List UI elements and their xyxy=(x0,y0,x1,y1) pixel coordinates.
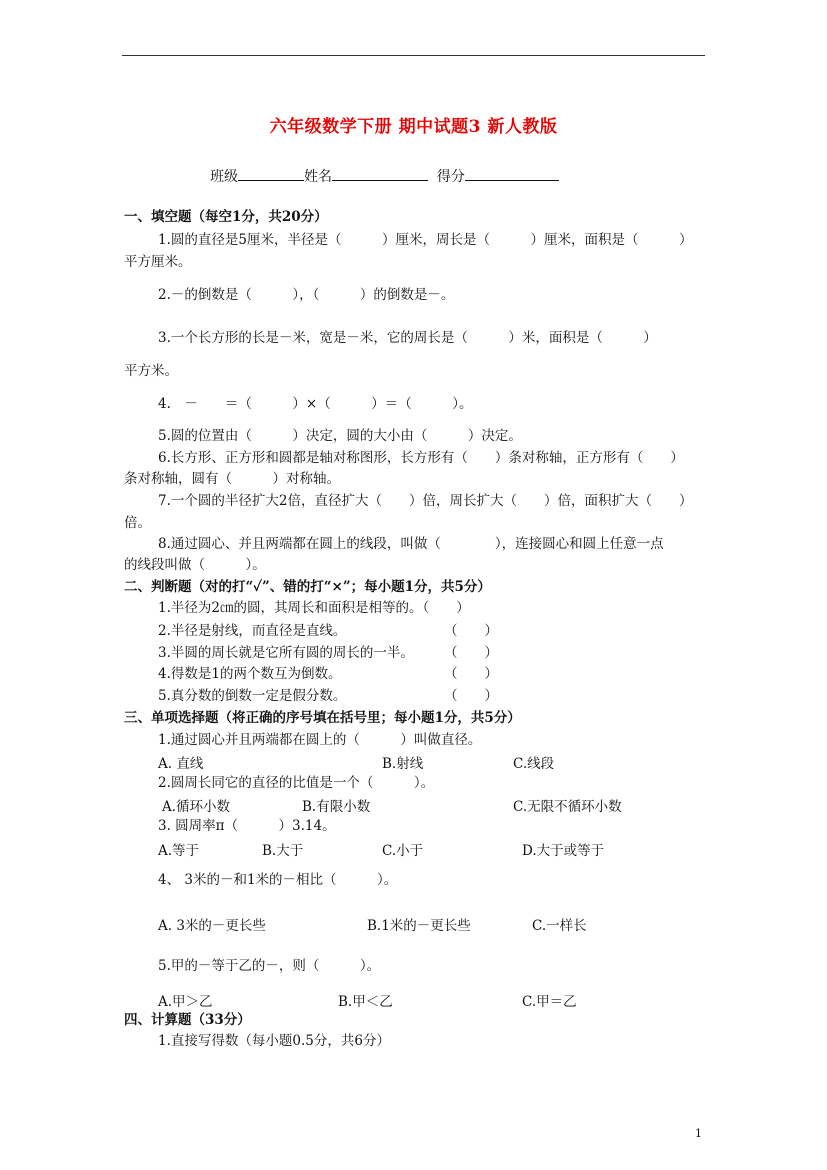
s2-question3: 3.半圆的周长就是它所有圆的周长的一半。 xyxy=(158,645,414,661)
s2-q4-bracket[interactable]: （ ） xyxy=(444,666,498,682)
section4-heading: 四、计算题（33分） xyxy=(124,1012,251,1028)
s1-question5: 5.圆的位置由（ ）决定，圆的大小由（ ）决定。 xyxy=(158,428,522,444)
s1-question1-line1: 1.圆的直径是5厘米，半径是（ ）厘米，周长是（ ）厘米，面积是（ ） xyxy=(158,232,693,248)
s3-q4-option-a[interactable]: A. 3米的－更长些 xyxy=(158,918,266,934)
s3-q3-option-d[interactable]: D.大于或等于 xyxy=(522,843,605,859)
s3-q2-option-c[interactable]: C.无限不循环小数 xyxy=(513,799,622,815)
s1-question3-line1: 3.一个长方形的长是－米，宽是－米，它的周长是（ ）米，面积是（ ） xyxy=(158,330,657,346)
section2-heading: 二、判断题（对的打“✓”、错的打“×”；每小题1分，共5分） xyxy=(124,579,491,595)
s2-q2-bracket[interactable]: （ ） xyxy=(444,623,498,639)
s3-q1-option-c[interactable]: C.线段 xyxy=(513,756,555,772)
section1-heading: 一、填空题（每空1分，共20分） xyxy=(124,209,328,225)
s2-q3-bracket[interactable]: （ ） xyxy=(444,645,498,661)
s3-q2-option-b[interactable]: B.有限小数 xyxy=(302,799,371,815)
s3-question4: 4、 3米的－和1米的－相比（ ）。 xyxy=(158,872,398,888)
s3-q3-option-b[interactable]: B.大于 xyxy=(262,843,304,859)
score-label: 得分 xyxy=(436,169,465,185)
s3-question3: 3. 圆周率π（ ）3.14。 xyxy=(158,818,336,834)
s1-question4: 4. － ＝（ ）×（ ）＝（ ）。 xyxy=(158,396,473,412)
s2-question4: 4.得数是1的两个数互为倒数。 xyxy=(158,666,342,682)
s1-question8-line2: 的线段叫做（ ）。 xyxy=(124,557,266,573)
section3-heading: 三、单项选择题（将正确的序号填在括号里；每小题1分，共5分） xyxy=(124,710,521,726)
class-blank[interactable] xyxy=(238,166,304,181)
score-blank[interactable] xyxy=(465,166,559,181)
s4-question1: 1.直接写得数（每小题0.5分，共6分） xyxy=(158,1033,390,1049)
s1-question1-line2: 平方厘米。 xyxy=(124,254,192,270)
s3-q5-option-c[interactable]: C.甲＝乙 xyxy=(522,994,577,1010)
s3-question5: 5.甲的－等于乙的－，则（ ）。 xyxy=(158,958,381,974)
class-label: 班级 xyxy=(210,169,238,185)
name-blank[interactable] xyxy=(332,166,428,181)
s3-q5-option-b[interactable]: B.甲＜乙 xyxy=(338,994,393,1010)
s3-q2-option-a[interactable]: A.循环小数 xyxy=(162,799,231,815)
student-info-line xyxy=(210,166,559,186)
s1-question6-line2: 条对称轴，圆有（ ）对称轴。 xyxy=(124,471,340,487)
s2-q5-bracket[interactable]: （ ） xyxy=(444,688,498,704)
s3-q5-option-a[interactable]: A.甲＞乙 xyxy=(158,994,213,1010)
s3-q4-option-c[interactable]: C.一样长 xyxy=(532,918,587,934)
page-title: 六年级数学下册 期中试题3 新人教版 xyxy=(269,117,558,137)
s1-question2: 2.－的倒数是（ ），（ ）的倒数是－。 xyxy=(158,287,455,303)
s2-question5: 5.真分数的倒数一定是假分数。 xyxy=(158,688,347,704)
s1-question6-line1: 6.长方形、正方形和圆都是轴对称图形，长方形有（ ）条对称轴，正方形有（ ） xyxy=(158,450,684,466)
s3-q4-option-b[interactable]: B.1米的－更长些 xyxy=(367,918,471,934)
header-rule xyxy=(122,55,705,56)
s3-q1-option-a[interactable]: A. 直线 xyxy=(158,756,204,772)
s3-question2: 2.圆周长同它的直径的比值是一个（ ）。 xyxy=(158,775,435,791)
s3-question1: 1.通过圆心并且两端都在圆上的（ ）叫做直径。 xyxy=(158,732,482,748)
s3-q3-option-c[interactable]: C.小于 xyxy=(382,843,424,859)
s3-q1-option-b[interactable]: B.射线 xyxy=(382,756,424,772)
name-label: 姓名 xyxy=(304,169,332,185)
s2-question1: 1.半径为2㎝的圆，其周长和面积是相等的。（ ） xyxy=(158,600,470,616)
s1-question3-line2: 平方米。 xyxy=(124,363,178,379)
s1-question7-line2: 倍。 xyxy=(124,515,151,531)
s2-question2: 2.半径是射线，而直径是直线。 xyxy=(158,623,347,639)
s3-q3-option-a[interactable]: A.等于 xyxy=(158,843,200,859)
s1-question7-line1: 7.一个圆的半径扩大2倍，直径扩大（ ）倍，周长扩大（ ）倍，面积扩大（ ） xyxy=(158,493,693,509)
s1-question8-line1: 8.通过圆心、并且两端都在圆上的线段，叫做（ ），连接圆心和圆上任意一点 xyxy=(158,536,664,552)
page-number: 1 xyxy=(695,1127,702,1140)
